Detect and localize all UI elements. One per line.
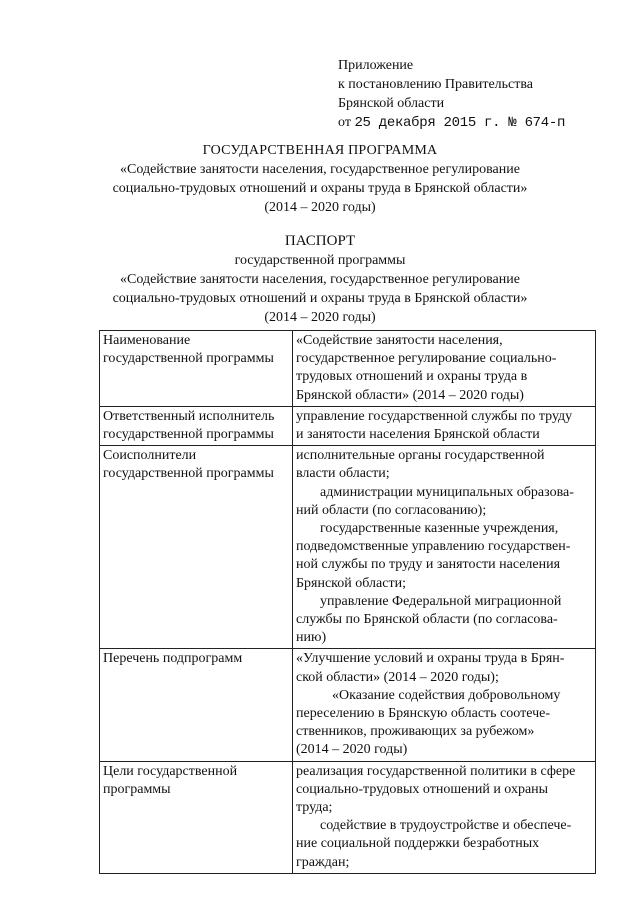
- appendix-region: Брянской области: [338, 96, 445, 111]
- passport-years: (2014 – 2020 годы): [264, 310, 376, 325]
- row-label-cell: [100, 761, 293, 873]
- row-value-cell: [293, 446, 596, 649]
- row-label-line: программы: [103, 781, 171, 797]
- row-value-line: трудовых отношений и охраны труда в: [296, 369, 528, 385]
- row-value-line: «Улучшение условий и охраны труда в Брян-: [296, 651, 565, 667]
- row-label-line: государственной программы: [103, 427, 274, 443]
- row-label-line: Наименование: [103, 333, 191, 348]
- row-value-line: подведомственные управлению государствен-: [296, 539, 571, 555]
- row-label-line: Цели государственной: [103, 763, 238, 779]
- appendix-date-line: [338, 113, 565, 133]
- row-value-line: содействие в трудоустройстве и обеспече-: [320, 818, 572, 834]
- row-value-line: службы по Брянской области (по согласова-: [296, 612, 558, 628]
- row-value-line: ственников, проживающих за рубежом»: [296, 724, 535, 740]
- row-value-line: администрации муниципальных образова-: [320, 484, 574, 500]
- row-value-line: ной службы по труду и занятости населения: [296, 557, 561, 573]
- row-value-line: государственное регулирование социально-: [296, 351, 557, 367]
- row-value-line: Брянской области» (2014 – 2020 годы): [296, 387, 524, 403]
- row-label-line: государственной программы: [103, 466, 274, 482]
- row-value-line: «Оказание содействия добровольному: [332, 687, 561, 703]
- row-value-line: управление государственной службы по труду: [296, 408, 573, 424]
- row-value-line: Брянской области;: [296, 575, 406, 591]
- table-row: [100, 761, 596, 873]
- row-value-line: переселению в Брянскую область соотече-: [296, 706, 550, 722]
- row-label-line: государственной программы: [103, 351, 274, 367]
- appendix-date-stamp: 25 декабря 2015 г. № 674-п: [354, 115, 566, 131]
- appendix-block: [338, 56, 565, 133]
- appendix-date-prefix: от: [338, 115, 351, 130]
- row-label-cell: [100, 406, 293, 445]
- program-name-line1: «Содействие занятости населения, государственное регулирование: [120, 162, 520, 177]
- appendix-title: Приложение: [338, 58, 414, 73]
- row-value-line: власти области;: [296, 466, 390, 482]
- row-label-cell: [100, 331, 293, 407]
- program-years: (2014 – 2020 годы): [264, 200, 376, 215]
- row-value-line: управление Федеральной миграционной: [320, 593, 562, 609]
- table-row: [100, 406, 596, 445]
- row-value-line: социально-трудовых отношений и охраны: [296, 781, 549, 797]
- row-value-line: «Содействие занятости населения,: [296, 333, 503, 348]
- program-name-line2: социально-трудовых отношений и охраны труда в Брянской области»: [112, 181, 528, 196]
- row-value-line: ний области (по согласованию);: [296, 502, 487, 518]
- row-label-cell: [100, 649, 293, 761]
- row-value-line: исполнительные органы государственной: [296, 448, 545, 464]
- passport-subheading: государственной программы: [234, 253, 406, 268]
- table-row: [100, 446, 596, 649]
- passport-table: [99, 330, 596, 874]
- row-label-cell: [100, 446, 293, 649]
- row-value-line: государственные казенные учреждения,: [320, 521, 559, 537]
- program-title-block: [0, 141, 640, 217]
- row-value-cell: [293, 331, 596, 407]
- row-value-line: граждан;: [296, 854, 350, 870]
- row-value-line: ние социальной поддержки безработных: [296, 836, 540, 852]
- row-value-line: и занятости населения Брянской области: [296, 427, 540, 443]
- table-row: [100, 331, 596, 407]
- passport-table-body: [100, 331, 596, 874]
- passport-name-line1: «Содействие занятости населения, государственное регулирование: [120, 272, 520, 287]
- row-value-line: нию): [296, 630, 327, 646]
- row-value-cell: [293, 649, 596, 761]
- row-value-line: труда;: [296, 800, 333, 816]
- row-value-line: реализация государственной политики в сфере: [296, 763, 576, 779]
- passport-title-block: [0, 231, 640, 327]
- row-value-line: (2014 – 2020 годы): [296, 742, 408, 758]
- appendix-decree-ref: к постановлению Правительства: [338, 77, 534, 92]
- row-value-cell: [293, 406, 596, 445]
- row-value-cell: [293, 761, 596, 873]
- program-heading: ГОСУДАРСТВЕННАЯ ПРОГРАММА: [202, 143, 438, 158]
- row-label-line: Ответственный исполнитель: [103, 408, 275, 424]
- passport-heading: ПАСПОРТ: [284, 233, 356, 249]
- row-label-line: Перечень подпрограмм: [103, 651, 243, 667]
- row-label-line: Соисполнители: [103, 448, 197, 464]
- table-row: [100, 649, 596, 761]
- row-value-line: ской области» (2014 – 2020 годы);: [296, 669, 499, 685]
- passport-name-line2: социально-трудовых отношений и охраны труда в Брянской области»: [112, 291, 528, 306]
